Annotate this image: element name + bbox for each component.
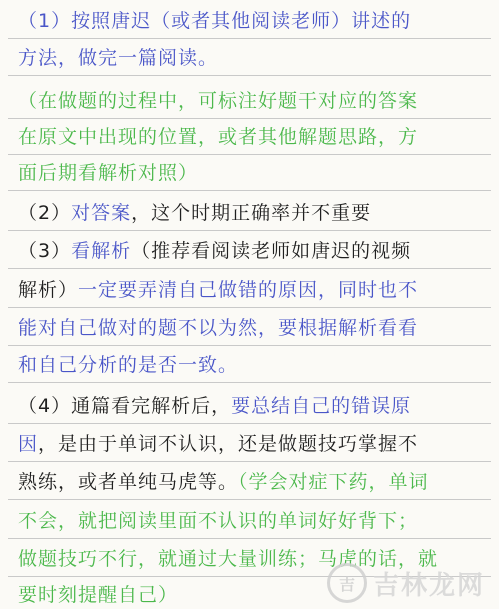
- watermark-logo-icon: [327, 563, 367, 603]
- text-line: [18, 43, 487, 73]
- text-line: [18, 350, 487, 380]
- text-segment: （学会对症下药，单词: [238, 471, 429, 493]
- text-segment: 能对自己做对的题不以为然，要根据解析看看: [18, 317, 419, 339]
- text-line: [18, 467, 487, 497]
- text-segment: ，是由于单词不认识，还是做题技巧掌握不: [38, 433, 419, 455]
- text-segment: 和自己分析的是否一致。: [18, 354, 239, 376]
- site-watermark: [327, 563, 485, 603]
- ruled-line: [8, 268, 491, 269]
- text-line: [18, 275, 487, 305]
- text-segment: 做题技巧不行，就通过大量训练；马虎的话，就: [18, 548, 439, 570]
- text-line: [18, 86, 487, 116]
- text-line: [18, 391, 487, 421]
- ruled-line: [8, 538, 491, 539]
- ruled-line: [8, 118, 491, 119]
- ruled-line: [8, 423, 491, 424]
- ruled-line: [8, 154, 491, 155]
- text-line: [18, 158, 487, 188]
- text-segment: 因: [18, 433, 39, 455]
- text-segment: 熟练，或者单纯马虎等。: [18, 471, 239, 493]
- text-segment: 一定要弄清自己做错的原因，同时也不: [78, 279, 419, 301]
- ruled-line: [8, 38, 491, 39]
- text-line: [18, 122, 487, 152]
- text-segment: （3）: [18, 240, 72, 262]
- text-segment: 不会，就把阅读里面不认识的单词好好背下；: [18, 510, 419, 532]
- ruled-line: [8, 499, 491, 500]
- ruled-line: [8, 307, 491, 308]
- text-segment: 解析）: [18, 279, 79, 301]
- text-segment: 对答案: [71, 202, 132, 224]
- text-segment: 方法，做完一篇阅读。: [18, 47, 219, 69]
- text-segment: （推荐看阅读老师如唐迟的视频: [131, 240, 412, 262]
- watermark-text: 吉林龙网: [372, 570, 485, 601]
- text-segment: 要总结自己的错误原: [231, 395, 412, 417]
- text-segment: ，这个时期正确率并不重要: [131, 202, 372, 224]
- text-line: [18, 429, 487, 459]
- ruled-line: [8, 461, 491, 462]
- text-segment: （在做题的过程中，可标注好题干对应的答案: [18, 90, 419, 112]
- text-segment: （4）通篇看完解析后，: [18, 395, 232, 417]
- watermark-logo-text: 吉: [338, 574, 355, 594]
- text-line: [18, 6, 487, 36]
- text-line: [18, 313, 487, 343]
- text-line: [18, 506, 487, 536]
- text-segment: 看解析: [71, 240, 132, 262]
- text-line: [18, 198, 487, 228]
- text-segment: （2）: [18, 202, 72, 224]
- ruled-line: [8, 190, 491, 191]
- ruled-line: [8, 75, 491, 76]
- text-segment: 在原文中出现的位置，或者其他解题思路，方: [18, 126, 419, 148]
- ruled-line: [8, 345, 491, 346]
- text-segment: （1）按照唐迟（或者其他阅读老师）讲述的: [18, 10, 412, 32]
- ruled-line: [8, 230, 491, 231]
- text-line: [18, 236, 487, 266]
- text-segment: 要时刻提醒自己）: [18, 584, 179, 606]
- text-segment: 面后期看解析对照）: [18, 162, 199, 184]
- ruled-line: [8, 382, 491, 383]
